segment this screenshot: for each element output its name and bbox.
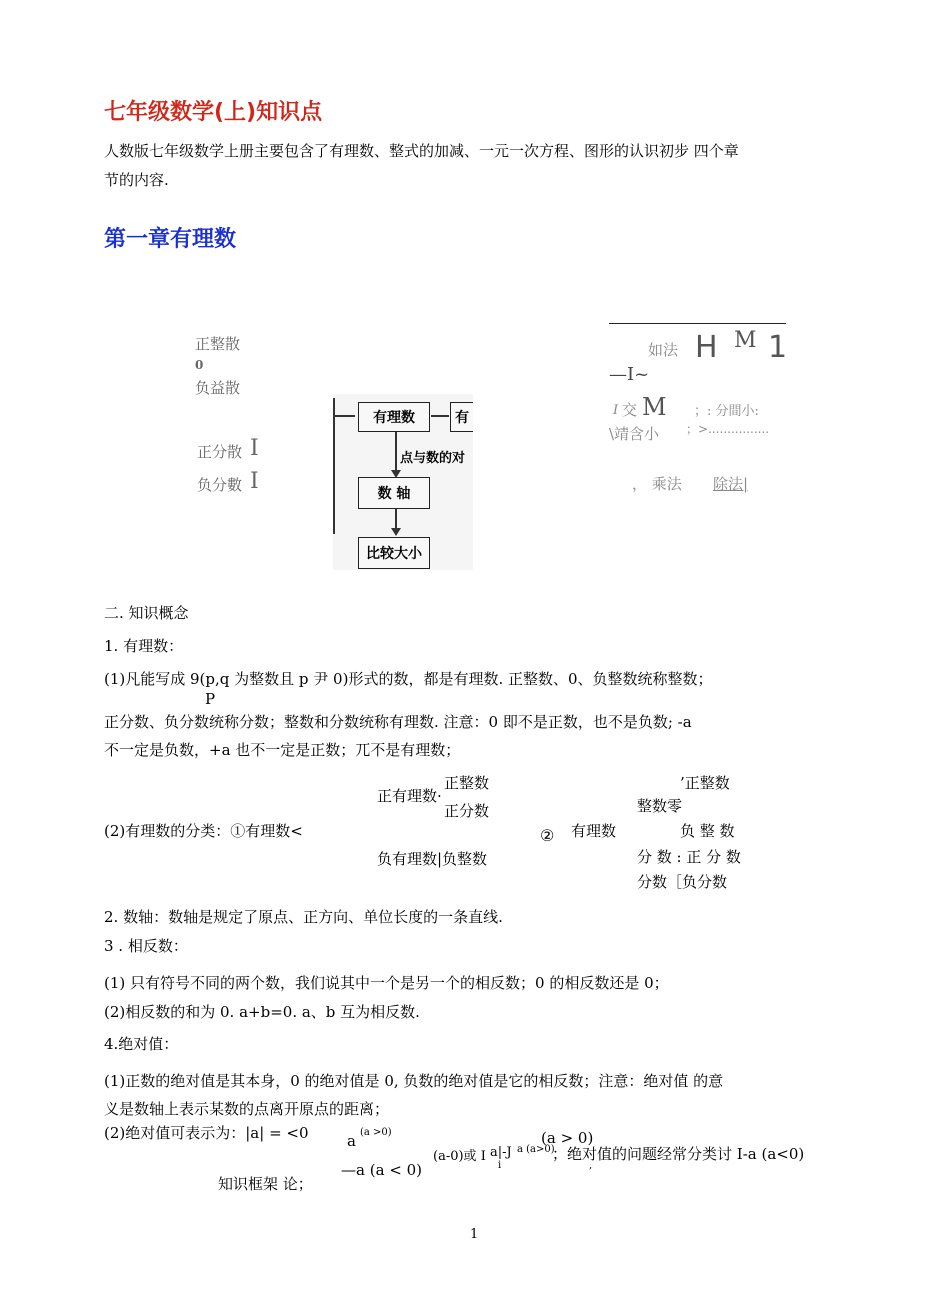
paragraph-line: (2)相反数的和为 0. a+b=0. a、b 互为相反数. (104, 1003, 420, 1021)
subsection-heading: 1. 有理数： (104, 637, 184, 655)
diagram-glyph: 1 (768, 330, 788, 365)
diagram-label: 0 (195, 358, 204, 372)
paragraph-line: (1)凡能写成 9(p,q 为整数且 p 尹 0)形式的数，都是有理数. 正整数、0、负整数统称整数； (104, 670, 713, 688)
page-title: 七年级数学(上)知识点 (104, 100, 323, 125)
diagram-label: 正分散 (197, 443, 243, 461)
formula-part: a|-J (490, 1145, 512, 1160)
formula-part: , (589, 1160, 593, 1171)
classification-item: 负有理数|负整数 (377, 850, 488, 868)
diagram-label: I (250, 469, 259, 494)
fraction-denominator: P (205, 690, 216, 708)
diagram-label: ， 乘法 (632, 475, 682, 493)
flowchart-box-rational: 有理数 (358, 402, 430, 432)
subsection-heading: 2. 数轴：数轴是规定了原点、正方向、单位长度的一条直线. (104, 908, 503, 926)
diagram-label: 负分數 (197, 476, 243, 494)
knowledge-frame-label: 知识框架 论； (218, 1175, 313, 1193)
classification-item: 正分数 (444, 802, 490, 820)
intro-line-2: 节的内容. (104, 171, 169, 189)
formula-part: (a-0)或 I (433, 1149, 486, 1164)
subsection-heading: 4.绝对值： (104, 1035, 179, 1053)
formula-part: a (347, 1132, 356, 1150)
formula-part: (a > 0) (541, 1129, 594, 1147)
formula-part: ；绝对值的问题经常分类讨 I-a (a<0) (552, 1145, 805, 1163)
classification-item: 有理数 (571, 822, 617, 840)
diagram-label: —I~ (609, 364, 650, 385)
diagram-label: \靖含小 (609, 425, 660, 443)
flowchart-arrow-label: 点与数的对 (400, 451, 466, 466)
flowchart-box-numberline: 数 轴 (358, 477, 430, 509)
diagram-glyph: M (734, 328, 757, 353)
paragraph-line: (1)正数的绝对值是其本身，0 的绝对值是 0, 负数的绝对值是它的相反数；注意：绝对值 的意 (104, 1072, 724, 1090)
intro-line-1: 人数版七年级数学上册主要包含了有理数、整式的加减、一元一次方程、图形的认识初步 四个章 (104, 142, 739, 160)
subsection-heading: 3 . 相反数： (104, 937, 188, 955)
circled-number: ② (540, 826, 555, 845)
diagram-label: ；>................ (686, 422, 770, 436)
classification-label: (2)有理数的分类：①有理数< (104, 822, 303, 840)
diagram-glyph: H (695, 330, 718, 365)
diagram-glyph: M (642, 393, 667, 421)
diagram-label: I (613, 403, 619, 418)
formula-part: (a >0) (360, 1127, 392, 1138)
flowchart-box-compare: 比较大小 (358, 537, 430, 569)
section-heading: 二. 知识概念 (104, 604, 189, 622)
classification-item: 负 整 数 (680, 822, 735, 840)
chapter-heading: 第一章有理数 (104, 227, 237, 252)
formula-part: —a (a < 0) (341, 1161, 423, 1179)
flowchart-box-partial: 有 (450, 402, 473, 432)
diagram-label: I (250, 436, 259, 461)
classification-item: 分数［负分数 (637, 873, 728, 891)
paragraph-line: 义是数轴上表示某数的点离开原点的距离； (104, 1100, 390, 1118)
diagram-label: 除法| (713, 475, 749, 493)
diagram-label: 如法 (648, 341, 679, 359)
classification-item: 正有理数· (377, 787, 442, 805)
classification-item: 分 数 : 正 分 数 (637, 848, 741, 866)
paragraph-line: (1) 只有符号不同的两个数，我们说其中一个是另一个的相反数；0 的相反数还是 0； (104, 974, 669, 992)
diagram-label: 交 (622, 401, 638, 419)
paragraph-line: 不一定是负数，+a 也不一定是正数；兀不是有理数； (104, 741, 461, 759)
formula-part: a (a>0) (517, 1144, 555, 1155)
classification-item: ’正整数 (680, 774, 730, 792)
diagram-label: 正整散 (195, 335, 241, 353)
formula-part: i (498, 1160, 502, 1171)
diagram-label: ；: 分間小: (694, 404, 759, 419)
diagram-label: 负益散 (195, 379, 241, 397)
formula-lead: (2)绝对值可表示为：|a| = <0 (104, 1124, 309, 1142)
classification-item: 正整数 (444, 774, 490, 792)
classification-item: 整数零 (637, 797, 683, 815)
divider-line (609, 323, 786, 324)
paragraph-line: 正分数、负分数统称分数；整数和分数统称有理数. 注意：0 即不是正数，也不是负数; -a (104, 713, 692, 731)
page-number: 1 (470, 1227, 479, 1242)
